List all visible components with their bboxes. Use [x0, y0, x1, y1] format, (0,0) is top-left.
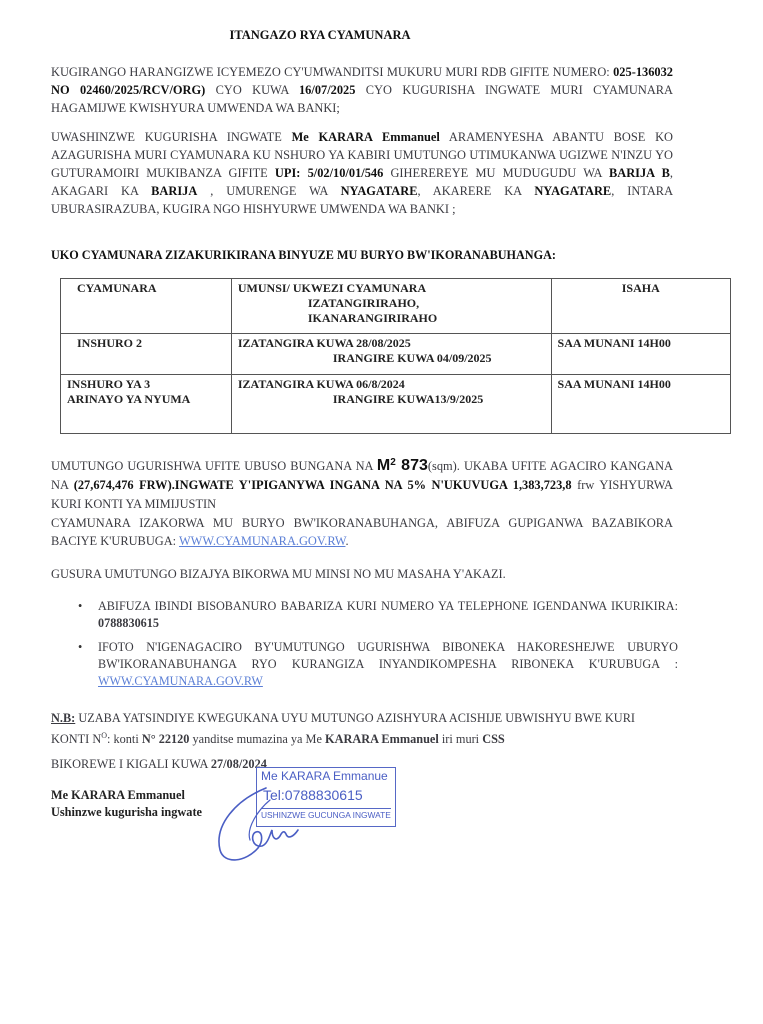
notice-paragraph: [51, 128, 673, 218]
visits-paragraph: GUSURA UMUTUNGO BIZAJYA BIKORWA MU MINSI NO MU MASAHA Y'AKAZI.: [51, 567, 506, 581]
area-unit: M: [376, 457, 391, 475]
info-bullet-list: [78, 598, 678, 697]
notice-text-4: , AKAGARI KA: [51, 166, 673, 198]
property-paragraph: [51, 453, 673, 514]
signer-role: Ushinzwe kugurisha ingwate: [51, 805, 203, 819]
district-name: NYAGATARE: [534, 184, 612, 198]
online-end: .: [345, 534, 349, 548]
area-value: 873: [395, 457, 428, 475]
property-value: (27,674,476 FRW).INGWATE Y'IPIGANYWA INGANA NA 5% N'UKUVUGA 1,383,723,8: [73, 478, 572, 493]
nb-text-3: yanditse mumazina ya Me: [189, 732, 326, 747]
nb-text-1: UZABA YATSINDIYE KWEGUKANA UYU MUTUNGO AZISHYURA ACISHIJE UBWISHYU BWE KURI KONTI N: [51, 711, 635, 747]
row2-round-line2: ARINAYO YA NYUMA: [67, 392, 191, 406]
notice-text-7: , INTARA UBURASIRAZUBA, KUGIRA NGO HISHYURWE UMWENDA WA BANKI ;: [51, 184, 674, 216]
cyamunara-website-link-2[interactable]: WWW.CYAMUNARA.GOV.RW: [98, 674, 263, 688]
header-cyamunara: [61, 279, 232, 334]
online-text: CYAMUNARA IZAKORWA MU BURYO BW'IKORANABUHANGA, ABIFUZA GUPIGANWA BAZABIKORA BACIYE K'URUBUGA:: [51, 516, 673, 548]
header-date: [231, 279, 551, 334]
notice-text-5: , UMURENGE WA: [197, 184, 341, 198]
stamp-role: USHINZWE GUCUNGA INGWATE: [261, 810, 391, 820]
phone-number: 0788830615: [98, 616, 159, 630]
handwritten-signature: [206, 770, 326, 870]
cell-name: BARIJA: [151, 184, 198, 198]
bullet1-text: ABIFUZA IBINDI BISOBANURO BABARIZA KURI NUMERO YA TELEPHONE IGENDANWA IKURIKIRA:: [98, 599, 678, 613]
nb-superscript: O: [101, 731, 107, 740]
intro-paragraph: [51, 63, 673, 117]
intro-text-1: KUGIRANGO HARANGIZWE ICYEMEZO CY'UMWANDITSI MUKURU MURI RDB GIFITE NUMERO:: [51, 65, 614, 79]
row1-round: [61, 334, 232, 375]
village-name: BARIJA B: [608, 166, 670, 180]
bullet2-text: IFOTO N'IGENAGACIRO BY'UMUTUNGO UGURISHWA BIBONEKA HAKORESHEJWE UBURYO BW'IKORANABUHANGA RYO KURANGIZA INYANDIKOMPESHA RIBONEKA K'URUBUGA :: [98, 640, 678, 671]
intro-text-3: CYO KUGURISHA INGWATE MURI CYAMUNARA HAGAMIJWE KWISHYURA UMWENDA WA BANKI;: [51, 83, 673, 115]
header-col2-line1: UMUNSI/ UKWEZI CYAMUNARA: [237, 281, 427, 295]
deposit-account: frw YISHYURWA KURI KONTI YA MIMIJUSTIN: [51, 478, 674, 512]
property-text-2: UKABA UFITE AGACIRO KANGANA NA: [51, 459, 673, 493]
notice-text-6: , AKARERE KA: [417, 184, 535, 198]
header-time: [551, 279, 730, 334]
notice-text-2: ARAMENYESHA ABANTU BOSE KO AZAGURISHA MURI CYAMUNARA KU NSHURO YA KABIRI UMUTUNGO UTIMUKANWA UGIZWE N'INZU YO GUTURAMOIRI MUKIBANZA GIFITE: [51, 130, 673, 180]
row1-dates: [231, 334, 551, 375]
row2-round-line1: INSHURO YA 3: [67, 377, 151, 391]
row1-time: SAA MUNANI 14H00: [551, 334, 730, 375]
schedule-heading: UKO CYAMUNARA ZIZAKURIKIRANA BINYUZE MU BURYO BW'IKORANABUHANGA:: [51, 248, 556, 262]
header-col2-line3: IKANARANGIRIRAHO: [307, 311, 438, 325]
intro-reference-number: 025-136032 NO 02460/2025/RCV/ORG): [51, 65, 673, 97]
property-upi: UPI: 5/02/10/01/546: [274, 166, 384, 180]
header-col3-text: ISAHA: [621, 281, 660, 295]
list-item: [78, 598, 678, 632]
signer-name: Me KARARA Emmanuel: [51, 788, 185, 802]
table-header-row: [61, 279, 731, 334]
table-row: [61, 334, 731, 375]
cyamunara-website-link[interactable]: WWW.CYAMUNARA.GOV.RW: [178, 534, 346, 548]
property-text-1: UMUTUNGO UGURISHWA UFITE UBUSO BUNGANA NA: [51, 459, 377, 474]
notice-text-1: UWASHINZWE KUGURISHA INGWATE: [51, 130, 292, 144]
header-col2-line2: IZATANGIRIRAHO,: [307, 296, 420, 310]
stamp-phone: Tel:0788830615: [263, 787, 363, 803]
nb-text-2: : konti: [106, 732, 142, 747]
list-item: [78, 639, 678, 690]
table-row: [61, 375, 731, 434]
header-col1-text: CYAMUNARA: [77, 281, 157, 295]
nb-label: N.B:: [51, 711, 76, 725]
account-number: N° 22120: [141, 732, 190, 747]
auction-schedule-table: [60, 278, 731, 434]
intro-text-2: CYO KUWA: [205, 83, 299, 97]
signing-date: 27/08/2024: [210, 757, 267, 771]
bank-name: CSS: [482, 732, 505, 747]
auctioneer-name: Me KARARA Emmanuel: [291, 130, 440, 144]
stamp-name: Me KARARA Emmanue: [261, 769, 388, 783]
row2-start-date: IZATANGIRA KUWA 06/8/2024: [237, 377, 405, 391]
dated-text: BIKOREWE I KIGALI KUWA: [51, 757, 211, 771]
nb-paragraph: [51, 710, 673, 748]
row2-round: [61, 375, 232, 434]
row1-round-text: INSHURO 2: [77, 336, 143, 350]
row2-time: SAA MUNANI 14H00: [551, 375, 730, 434]
row1-start-date: IZATANGIRA KUWA 28/08/2025: [237, 336, 411, 350]
intro-date: 16/07/2025: [298, 83, 356, 97]
notice-text-3: GIHEREREYE MU MUDUGUDU WA: [383, 166, 609, 180]
row1-end-date: IRANGIRE KUWA 04/09/2025: [332, 351, 492, 365]
signer-block: [51, 787, 202, 821]
area-sqm: (sqm).: [427, 459, 460, 474]
document-title: ITANGAZO RYA CYAMUNARA: [229, 28, 411, 42]
row2-dates: [231, 375, 551, 434]
row2-end-date: IRANGIRE KUWA13/9/2025: [332, 392, 484, 406]
area-unit-superscript: 2: [390, 457, 396, 468]
sector-name: NYAGATARE: [340, 184, 418, 198]
online-paragraph: [51, 514, 673, 550]
nb-text-4: iri muri: [438, 732, 483, 747]
account-holder: KARARA Emmanuel: [325, 732, 439, 747]
